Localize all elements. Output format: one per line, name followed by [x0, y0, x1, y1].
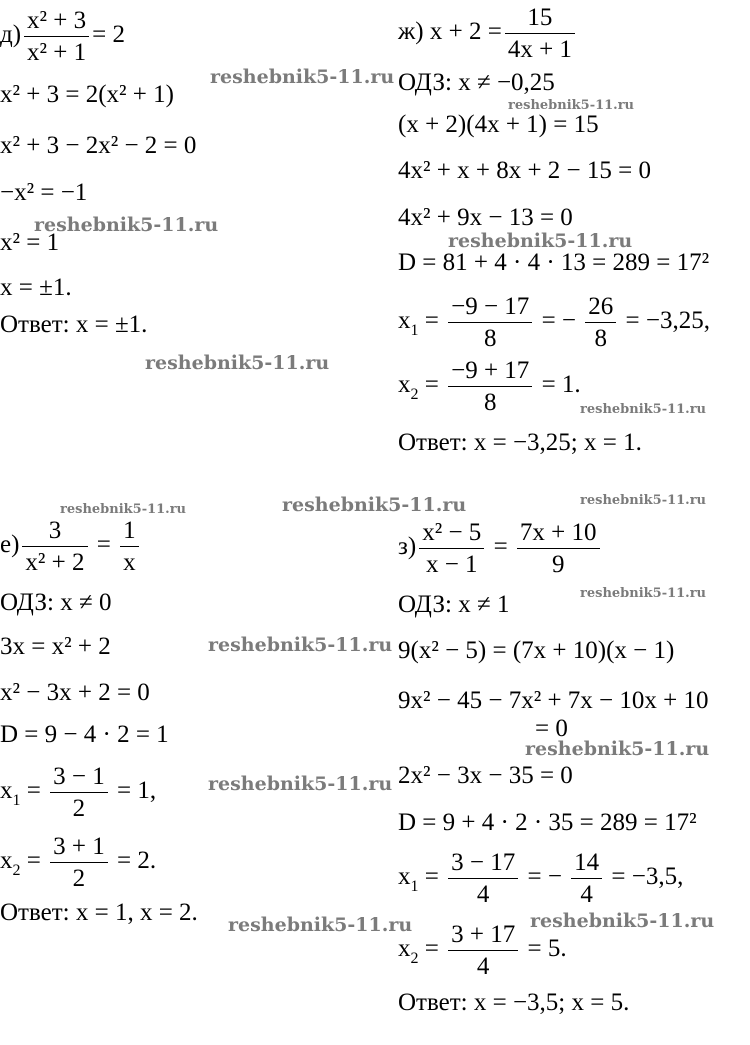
- denominator: 2: [72, 795, 86, 822]
- zh-odz: [398, 70, 555, 95]
- z-x1: $x_1$ = $\frac{3 - 17}{4}$ = − $\frac{14}{4}$ = −3,5,: [398, 849, 684, 908]
- d-step-5: x = ±1.: [0, 274, 72, 301]
- denominator: x − 1: [425, 551, 478, 578]
- denominator: 8: [483, 325, 497, 352]
- odz-value: x ≠ 1: [458, 591, 510, 618]
- watermark: reshebnik5-11.ru: [60, 502, 187, 517]
- watermark: reshebnik5-11.ru: [530, 910, 715, 932]
- watermark: reshebnik5-11.ru: [525, 738, 710, 760]
- d-step-2: x² + 3 − 2x² − 2 = 0: [0, 132, 197, 159]
- zh-x1: $x_1$ = $\frac{-9 - 17}{8}$ = − $\frac{26}{8}$ = −3,25,: [398, 293, 710, 352]
- e-step-3: D = 9 − 4 · 2 = 1: [0, 721, 169, 748]
- numerator: 7x + 10: [517, 520, 600, 549]
- numerator: 3 + 1: [50, 834, 108, 863]
- z-step-2b: = 0: [535, 715, 568, 742]
- denominator: 4: [476, 881, 490, 908]
- odz-word: ОДЗ:: [398, 69, 452, 96]
- label-d: д): [0, 21, 22, 49]
- lhs: x + 2 =: [429, 18, 502, 46]
- d-step-1: x² + 3 = 2(x² + 1): [0, 81, 174, 108]
- watermark: reshebnik5-11.ru: [210, 66, 395, 88]
- zh-step-4: D = 81 + 4 · 4 · 13 = 289 = 17²: [398, 249, 710, 276]
- answer-value: x = 1, x = 2.: [75, 899, 198, 926]
- fraction: [505, 5, 575, 62]
- z-answer: [398, 990, 629, 1015]
- denominator: 2: [72, 865, 86, 892]
- denominator: x² + 2: [25, 549, 85, 576]
- watermark: reshebnik5-11.ru: [580, 493, 707, 508]
- watermark: reshebnik5-11.ru: [282, 494, 467, 516]
- odz-word: ОДЗ:: [398, 591, 452, 618]
- numerator: 3 − 17: [448, 850, 518, 879]
- zh-step-1: (x + 2)(4x + 1) = 15: [398, 111, 599, 138]
- numerator: −9 − 17: [448, 294, 532, 323]
- numerator: 3 − 1: [50, 764, 108, 793]
- label-zh: ж): [398, 18, 424, 46]
- answer-word: Ответ:: [398, 989, 468, 1016]
- watermark: reshebnik5-11.ru: [228, 914, 413, 936]
- fraction: [120, 518, 139, 575]
- result: = 1,: [116, 777, 157, 805]
- fraction: [517, 520, 600, 577]
- numerator: 14: [571, 850, 602, 879]
- result: = −3,5,: [611, 863, 684, 891]
- answer-word: Ответ:: [0, 311, 70, 338]
- fraction: [571, 850, 602, 907]
- fraction: [50, 834, 108, 891]
- result: = 5.: [527, 935, 567, 963]
- problem-e-equation: е) $\frac{3}{\text{x² + 2}}$ = $\frac{1}{x}$: [0, 518, 142, 575]
- denominator: 9: [551, 551, 565, 578]
- z-odz: [398, 592, 509, 617]
- zh-step-2: 4x² + x + 8x + 2 − 15 = 0: [398, 157, 651, 184]
- numerator: x² − 5: [419, 520, 484, 549]
- answer-word: Ответ:: [398, 429, 468, 456]
- watermark: reshebnik5-11.ru: [508, 98, 635, 113]
- d-step-3: −x² = −1: [0, 179, 88, 206]
- fraction: [22, 518, 87, 575]
- e-odz: [0, 590, 111, 615]
- odz-word: ОДЗ:: [0, 589, 54, 616]
- answer-value: x = −3,25; x = 1.: [473, 429, 642, 456]
- denominator: x² + 1: [27, 39, 87, 66]
- denominator: x: [123, 549, 136, 576]
- e-step-1: 3x = x² + 2: [0, 633, 111, 660]
- fraction: [419, 520, 484, 577]
- z-step-4: D = 9 + 4 · 2 · 35 = 289 = 17²: [398, 809, 697, 836]
- fraction: [585, 294, 616, 351]
- fraction: [448, 358, 532, 415]
- watermark: reshebnik5-11.ru: [34, 214, 219, 236]
- fraction: [448, 294, 532, 351]
- numerator: −9 + 17: [448, 358, 532, 387]
- label-e: е): [0, 531, 20, 559]
- answer-value: x = ±1.: [75, 311, 148, 338]
- z-step-1: 9(x² − 5) = (7x + 10)(x − 1): [398, 637, 675, 664]
- denominator: 4x + 1: [507, 36, 572, 63]
- watermark: reshebnik5-11.ru: [580, 402, 707, 417]
- numerator: 26: [585, 294, 616, 323]
- numerator: 15: [505, 5, 575, 34]
- watermark: reshebnik5-11.ru: [208, 634, 393, 656]
- label-z: з): [398, 533, 417, 561]
- result: = −3,25,: [625, 307, 710, 335]
- fraction: [448, 850, 518, 907]
- zh-answer: [398, 430, 642, 455]
- odz-value: x ≠ −0,25: [458, 69, 555, 96]
- watermark: reshebnik5-11.ru: [448, 230, 633, 252]
- result: = 1.: [541, 371, 581, 399]
- d-answer: [0, 312, 147, 337]
- e-x2: $x_2$ = $\frac{3 + 1}{2}$ = 2.: [0, 833, 157, 892]
- fraction: [448, 922, 518, 979]
- numerator: x² + 3: [24, 8, 89, 37]
- watermark: reshebnik5-11.ru: [145, 352, 330, 374]
- e-step-2: x² − 3x + 2 = 0: [0, 679, 150, 706]
- watermark: reshebnik5-11.ru: [580, 586, 707, 601]
- zh-step-3: 4x² + 9x − 13 = 0: [398, 204, 573, 231]
- answer-value: x = −3,5; x = 5.: [473, 989, 630, 1016]
- e-answer: [0, 900, 198, 925]
- numerator: 3: [22, 518, 87, 547]
- z-step-3: 2x² − 3x − 35 = 0: [398, 762, 573, 789]
- answer-word: Ответ:: [0, 899, 70, 926]
- fraction: [50, 764, 108, 821]
- denominator: 4: [580, 881, 593, 908]
- denominator: 8: [594, 325, 608, 352]
- problem-zh-equation: [398, 5, 578, 62]
- d-step-4: x² = 1: [0, 229, 60, 256]
- numerator: 3 + 17: [448, 922, 518, 951]
- fraction: [24, 8, 89, 65]
- odz-value: x ≠ 0: [60, 589, 112, 616]
- watermark: reshebnik5-11.ru: [208, 773, 393, 795]
- denominator: 4: [476, 953, 490, 980]
- z-x2: $x_2$ = $\frac{3 + 17}{4}$ = 5.: [398, 921, 567, 980]
- denominator: 8: [483, 389, 497, 416]
- numerator: 1: [120, 518, 139, 547]
- zh-x2: $x_2$ = $\frac{-9 + 17}{8}$ = 1.: [398, 357, 581, 416]
- rhs: = 2: [92, 21, 126, 49]
- result: = 2.: [116, 847, 157, 875]
- z-step-2: 9x² − 45 − 7x² + 7x − 10x + 10: [398, 687, 709, 714]
- problem-d-equation: [0, 8, 125, 65]
- e-x1: $x_1$ = $\frac{3 - 1}{2}$ = 1,: [0, 763, 157, 822]
- problem-z-equation: з) $\frac{\text{x² − 5}}{x - 1}$ = $\frac{7x + 10}{9}$: [398, 520, 603, 577]
